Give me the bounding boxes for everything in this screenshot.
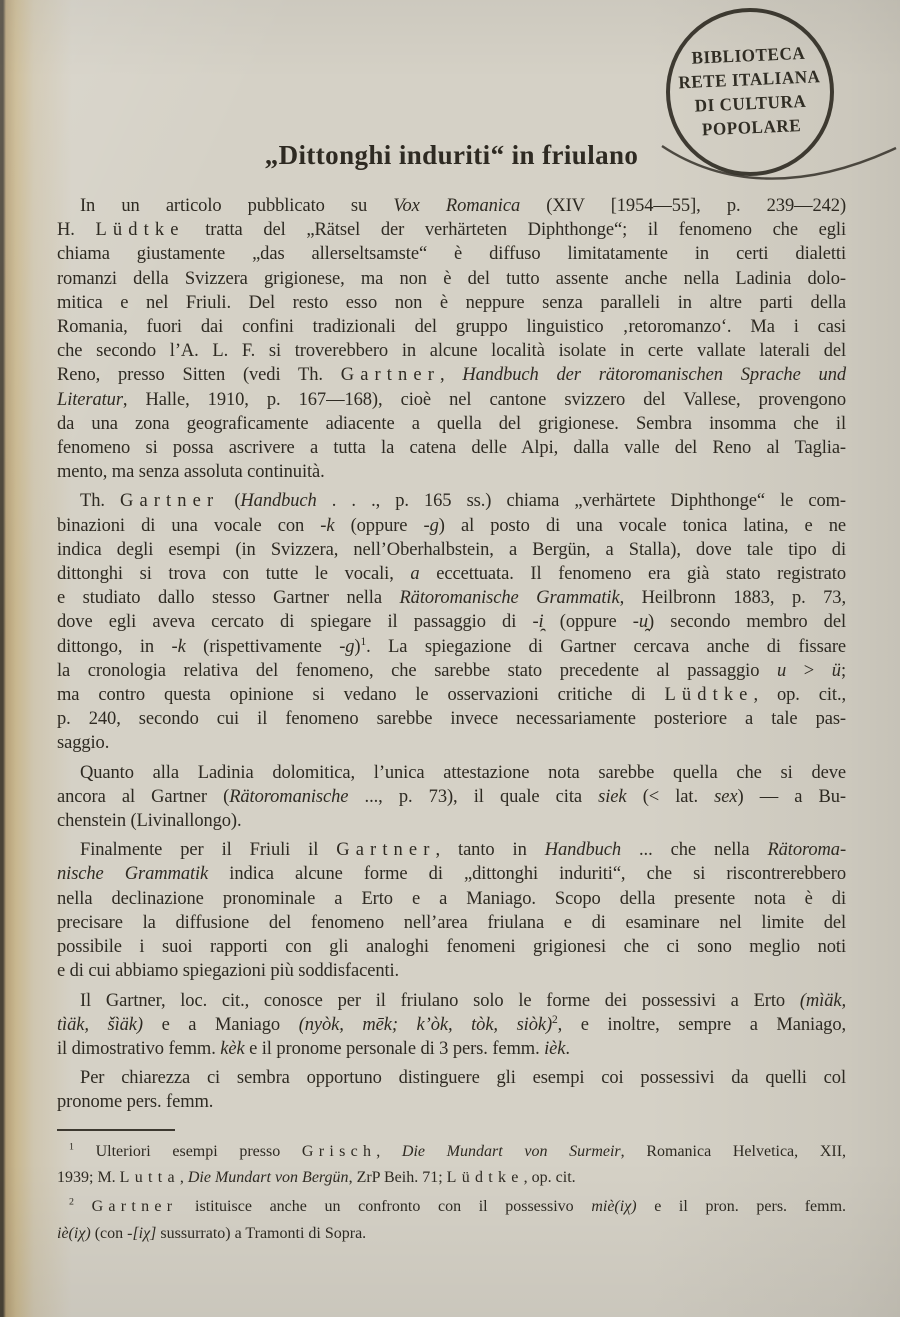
text-line: e studiato dallo stesso Gartner nella Rätoromanische Grammatik, Heilbronn 1883, p. 73,: [57, 588, 846, 609]
stamp-line: POPOLARE: [701, 115, 802, 140]
text-line: iè(iχ) (con -[iχ] sussurrato) a Tramonti di Sopra.: [57, 1224, 367, 1242]
paragraph: [57, 194, 846, 484]
text-line: 1939; M. Lutta, Die Mundart von Bergün, ZrP Beih. 71; Lüdtke, op. cit.: [57, 1168, 576, 1186]
text-line: dittonghi si trova con tutte le vocali, a eccettuata. Il fenomeno era già stato registrato: [57, 564, 846, 585]
text-line: Reno, presso Sitten (vedi Th. Gartner, Handbuch der rätoromanischen Sprache und: [57, 365, 846, 386]
text-line: mitica e nel Friuli. Del resto esso non è neppure senza paralleli in altre parti della: [57, 292, 846, 313]
text-line: Il Gartner, loc. cit., conosce per il friulano solo le forme dei possessivi a Erto (mìäk,: [80, 990, 846, 1011]
footnotes: [57, 1139, 846, 1248]
page-title: „Dittonghi induriti“ in friulano: [264, 140, 639, 170]
paragraph: [57, 1066, 846, 1114]
text-line: dittongo, in -k (rispettivamente -g)$^1$. La spiegazione di Gartner cercava anche di fissare: [57, 635, 846, 657]
text-line: e di cui abbiamo spiegazioni più soddisfacenti.: [57, 961, 400, 982]
paragraph: [57, 1139, 846, 1192]
text-line: Per chiarezza ci sembra opportuno distinguere gli esempi coi possessivi da quelli col: [80, 1068, 846, 1089]
text-line: nische Grammatik indica alcune forme di „dittonghi induriti“, che si riscontrerebbero: [57, 864, 846, 885]
text-line: che secondo l’A. L. F. si troverebbero in alcune località isolate in certe vallate laterali del: [57, 341, 846, 362]
text-line: indica degli esempi (in Svizzera, nell’Oberhalbstein, a Bergün, a Stalla), dove tale tipo di: [57, 539, 846, 560]
paragraph: [57, 989, 846, 1062]
text-line: ma contro questa opinione si vedano le osservazioni critiche di Lüdtke, op. cit.,: [57, 685, 846, 706]
paragraph: [57, 838, 846, 983]
text-line: pronome pers. femm.: [57, 1092, 214, 1113]
text-line: da una zona geograficamente adiacente a quella del grigionese. Sembra insomma che il: [57, 413, 846, 434]
text-line: $^2$ Gartner istituisce anche un confronto con il possessivo miè(iχ) e il pron. pers. femm.: [69, 1197, 847, 1216]
text-line: Th. Gartner (Handbuch . . ., p. 165 ss.) chiama „verhärtete Diphthonge“ le com-: [80, 491, 846, 512]
text-line: fenomeno si possa ascrivere a tutta la catena delle Alpi, dalla valle del Reno al Taglia-: [57, 438, 846, 459]
text-line: nella declinazione pronominale a Erto e a Maniago. Scopo della presente nota è di: [57, 888, 846, 909]
paragraph: [57, 761, 846, 834]
text-line: ancora al Gartner (Rätoromanische ..., p. 73), il quale cita siek (< lat. sex) — a Bu-: [57, 786, 846, 807]
text-line: mento, ma senza assoluta continuità.: [57, 462, 325, 483]
text-line: la cronologia relativa del fenomeno, che sarebbe stato precedente al passaggio u > ü;: [57, 660, 846, 681]
text-line: chenstein (Livinallongo).: [57, 811, 242, 832]
text-line: H. Lüdtke tratta del „Rätsel der verhärteten Diphthonge“; il fenomeno che egli: [57, 220, 846, 241]
text-line: saggio.: [57, 733, 110, 754]
text-line: Romania, fuori dai confini tradizionali del gruppo linguistico ‚retoromanzo‘. Ma i casi: [57, 317, 846, 338]
stamp-line: BIBLIOTECA: [691, 43, 806, 68]
paragraph: [57, 489, 846, 755]
article-body: [57, 194, 846, 1115]
paragraph: [57, 1194, 846, 1247]
stamp-line: DI CULTURA: [694, 91, 807, 116]
text-line: precisare la diffusione del fenomeno nell’area friulana e di esaminare nel limite del: [57, 912, 846, 933]
text-line: chiama giustamente „das allerseltsamste“ è diffuso limitatamente in certi dialetti: [57, 244, 846, 265]
text-line: $^1$ Ulteriori esempi presso Grisch, Die Mundart von Surmeir, Romanica Helvetica, XII,: [69, 1141, 847, 1160]
text-line: possibile i suoi rapporti con gli analoghi fenomeni grigionesi che ci sono meglio noti: [57, 937, 846, 958]
text-line: romanzi della Svizzera grigionese, ma non è del tutto assente anche nella Ladinia dolo-: [57, 268, 846, 289]
text-line: tìäk, šìäk) e a Maniago (nyòk, mēk; k’òk, tòk, siòk)$^2$, e inoltre, sempre a Maniago,: [57, 1013, 846, 1035]
footnote-divider: [57, 1129, 175, 1131]
text-line: Quanto alla Ladinia dolomitica, l’unica attestazione nota sarebbe quella che si deve: [80, 762, 846, 783]
text-line: p. 240, secondo cui il fenomeno sarebbe invece necessariamente posteriore a tale pas-: [57, 709, 846, 730]
text-line: dove egli aveva cercato di spiegare il passaggio di -i̯ (oppure -u̯) secondo membro del: [57, 612, 846, 633]
stamp-line: RETE ITALIANA: [678, 66, 821, 93]
text-line: il dimostrativo femm. kèk e il pronome personale di 3 pers. femm. ièk.: [57, 1038, 570, 1059]
text-line: Literatur, Halle, 1910, p. 167—168), cioè nel cantone svizzero del Vallese, provengono: [57, 389, 846, 410]
text-line: In un articolo pubblicato su Vox Romanica (XIV [1954—55], p. 239—242): [80, 196, 847, 216]
page-content: [57, 0, 846, 1247]
text-line: Finalmente per il Friuli il Gartner, tanto in Handbuch ... che nella Rätoroma-: [80, 840, 847, 861]
text-line: binazioni di una vocale con -k (oppure -g) al posto di una vocale tonica latina, e ne: [57, 515, 846, 536]
